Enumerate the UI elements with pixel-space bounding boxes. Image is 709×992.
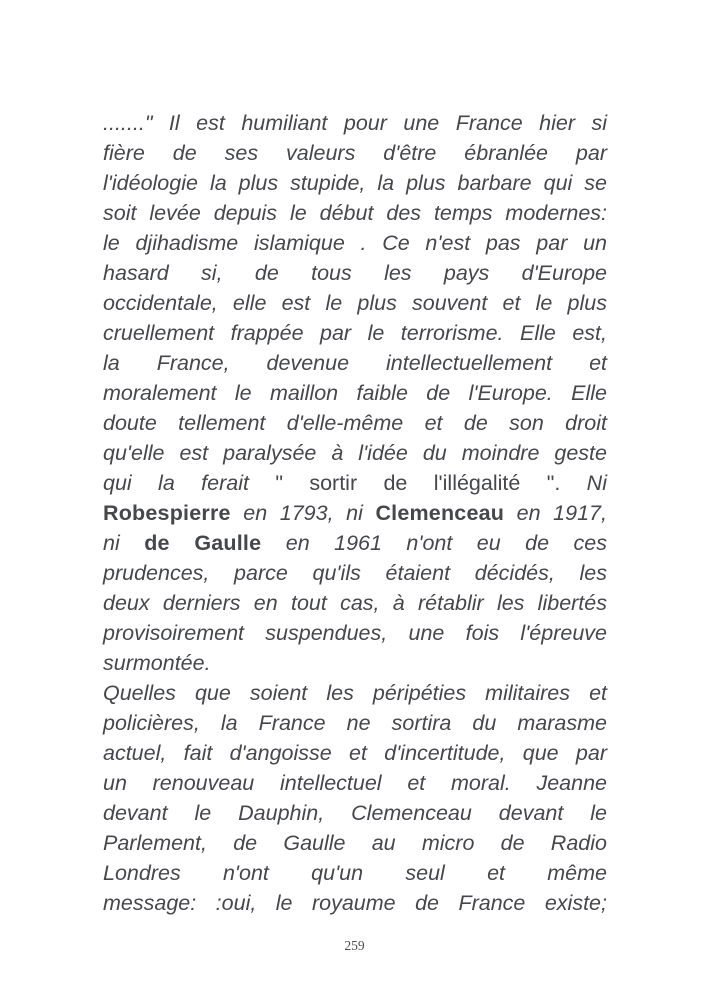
text-segment: moralement le maillon faible de l'Europe. Elle — [103, 381, 607, 405]
text-line — [103, 798, 607, 828]
text-segment: soit levée depuis le début des temps modernes: — [103, 201, 607, 225]
text-line — [103, 498, 607, 528]
text-segment: en 1961 n'ont eu de ces — [261, 531, 607, 555]
text-segment: deux derniers en tout cas, à rétablir les libertés — [103, 591, 607, 615]
text-line — [103, 858, 607, 888]
text-line — [103, 738, 607, 768]
text-line — [103, 708, 607, 738]
text-line — [103, 408, 607, 438]
text-line — [103, 348, 607, 378]
text-segment: actuel, fait d'angoisse et d'incertitude, que par — [103, 741, 607, 765]
text-segment: Ni — [586, 471, 607, 495]
text-segment: l'idéologie la plus stupide, la plus barbare qui se — [103, 171, 607, 195]
text-segment: Parlement, de Gaulle au micro de Radio — [103, 831, 607, 855]
text-line — [103, 558, 607, 588]
text-segment: en 1793, ni — [230, 501, 376, 525]
text-segment: cruellement frappée par le terrorisme. Elle est, — [103, 321, 607, 345]
text-line — [103, 108, 607, 138]
text-segment: " sortir de l'illégalité ". — [275, 471, 587, 495]
text-segment: hasard si, de tous les pays d'Europe — [103, 261, 607, 285]
text-line — [103, 438, 607, 468]
text-segment: Londres n'ont qu'un seul et même — [103, 861, 607, 885]
text-line — [103, 258, 607, 288]
text-segment: ......." Il est humiliant pour une France hier si — [103, 111, 607, 135]
text-segment: qui la ferait — [103, 471, 276, 495]
text-line — [103, 528, 607, 558]
text-segment: la France, devenue intellectuellement et — [103, 351, 607, 375]
text-line — [103, 138, 607, 168]
text-line — [103, 198, 607, 228]
text-block — [103, 108, 607, 918]
text-segment: message: :oui, le royaume de France existe; — [103, 891, 607, 915]
text-line — [103, 588, 607, 618]
text-segment: en 1917, — [504, 501, 607, 525]
text-segment: qu'elle est paralysée à l'idée du moindre geste — [103, 441, 607, 465]
text-segment: prudences, parce qu'ils étaient décidés, les — [103, 561, 607, 585]
text-segment: fière de ses valeurs d'être ébranlée par — [103, 141, 607, 165]
text-segment: occidentale, elle est le plus souvent et le plus — [103, 291, 607, 315]
text-segment: un renouveau intellectuel et moral. Jeanne — [103, 771, 607, 795]
text-line — [103, 768, 607, 798]
text-line — [103, 288, 607, 318]
text-segment: doute tellement d'elle-même et de son droit — [103, 411, 607, 435]
text-line — [103, 648, 607, 678]
page-number: 259 — [344, 938, 365, 953]
text-line — [103, 888, 607, 918]
bold-name-text: de Gaulle — [144, 531, 262, 555]
text-line — [103, 678, 607, 708]
text-segment: Quelles que soient les péripéties militaires et — [103, 681, 607, 705]
text-line — [103, 168, 607, 198]
text-line — [103, 228, 607, 258]
text-segment: devant le Dauphin, Clemenceau devant le — [103, 801, 607, 825]
text-segment: surmontée. — [103, 651, 211, 675]
text-segment: provisoirement suspendues, une fois l'épreuve — [103, 621, 607, 645]
text-segment: policières, la France ne sortira du marasme — [103, 711, 607, 735]
text-line — [103, 828, 607, 858]
text-line — [103, 378, 607, 408]
text-segment: le djihadisme islamique . Ce n'est pas par un — [103, 231, 607, 255]
text-segment: ni — [103, 531, 145, 555]
text-line — [103, 618, 607, 648]
bold-name-text: Robespierre — [103, 501, 231, 525]
bold-name-text: Clemenceau — [375, 501, 505, 525]
text-line — [103, 468, 607, 498]
text-line — [103, 318, 607, 348]
